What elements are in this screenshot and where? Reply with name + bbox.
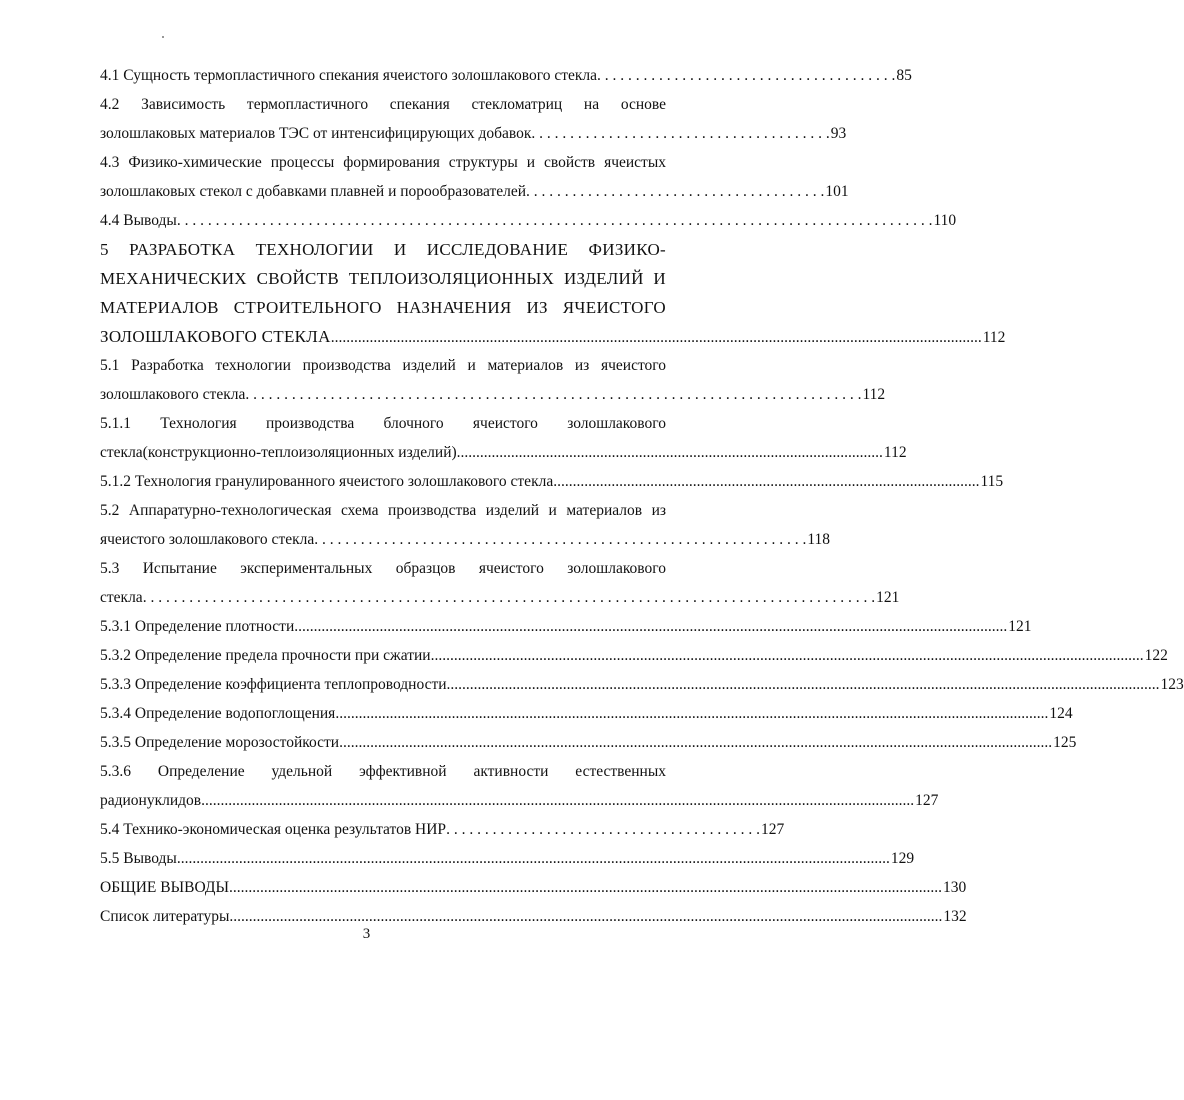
toc-entry-4-3-cont: золошлаковых стекол с добавками плавней и порообразователей . . . . . . . . . . . . . . . . . . . . . . . . . . . . . . . . . . . . . . . 101 xyxy=(100,183,849,200)
page-number: 3 xyxy=(362,926,371,942)
toc-entry-5-3-1: 5.3.1 Определение плотности ........................................................................................................................................................................................ 121 xyxy=(100,618,1032,635)
toc-entry-5-1-1-cont: стекла(конструкционно-теплоизоляционных изделий) .............................................................................................................. 112 xyxy=(100,444,907,461)
toc-entry-5-1: 5.1 Разработка технологии производства изделий и материалов из ячеистого xyxy=(100,357,666,374)
toc-entry-5-3-3: 5.3.3 Определение коэффициента теплопроводности ........................................................................................................................................................................................ 123 xyxy=(100,676,1184,693)
toc-entry-5-3-5: 5.3.5 Определение морозостойкости ........................................................................................................................................................................................ 125 xyxy=(100,734,1077,751)
table-of-contents xyxy=(100,61,1184,931)
toc-entry-5-3-2: 5.3.2 Определение предела прочности при сжатии ........................................................................................................................................................................................ 122 xyxy=(100,647,1168,664)
toc-entry-5-1-1: 5.1.1 Технология производства блочного ячеистого золошлакового xyxy=(100,415,666,432)
toc-entry-5-1-cont: золошлакового стекла . . . . . . . . . . . . . . . . . . . . . . . . . . . . . . . . . . . . . . . . . . . . . . . . . . . . . . . . . . . . . . . . . . . . . . . . . . . . . . . . 112 xyxy=(100,386,886,403)
toc-entry-5-1-2: 5.1.2 Технология гранулированного ячеистого золошлакового стекла .............................................................................................................. 115 xyxy=(100,473,1004,490)
toc-entry-4-2: 4.2 Зависимость термопластичного спекания стекломатриц на основе xyxy=(100,96,666,113)
toc-entry-general-conclusions: ОБЩИЕ ВЫВОДЫ ........................................................................................................................................................................................ 130 xyxy=(100,879,967,896)
toc-entry-5-2-cont: ячеистого золошлакового стекла . . . . . . . . . . . . . . . . . . . . . . . . . . . . . . . . . . . . . . . . . . . . . . . . . . . . . . . . . . . . . . . . 118 xyxy=(100,531,831,548)
toc-entry-5-3-cont: стекла . . . . . . . . . . . . . . . . . . . . . . . . . . . . . . . . . . . . . . . . . . . . . . . . . . . . . . . . . . . . . . . . . . . . . . . . . . . . . . . . . . . . . . . . . . . . . . . 121 xyxy=(100,589,900,606)
toc-entry-5-5: 5.5 Выводы ........................................................................................................................................................................................ 129 xyxy=(100,850,915,867)
toc-entry-5-line3: МАТЕРИАЛОВ СТРОИТЕЛЬНОГО НАЗНАЧЕНИЯ ИЗ ЯЧЕИСТОГО xyxy=(100,298,666,317)
toc-entry-5-3-6-cont: радионуклидов ........................................................................................................................................................................................ 127 xyxy=(100,792,939,809)
toc-entry-5: 5 РАЗРАБОТКА ТЕХНОЛОГИИ И ИССЛЕДОВАНИЕ ФИЗИКО- xyxy=(100,240,666,259)
toc-entry-5-3: 5.3 Испытание экспериментальных образцов ячеистого золошлакового xyxy=(100,560,666,577)
scan-speck xyxy=(162,36,164,38)
toc-entry-5-cont: ЗОЛОШЛАКОВОГО СТЕКЛА ........................................................................................................................................................................ 112 xyxy=(100,327,1006,346)
toc-entry-4-3: 4.3 Физико-химические процессы формирования структуры и свойств ячеистых xyxy=(100,154,666,171)
toc-entry-4-4: 4.4 Выводы . . . . . . . . . . . . . . . . . . . . . . . . . . . . . . . . . . . . . . . . . . . . . . . . . . . . . . . . . . . . . . . . . . . . . . . . . . . . . . . . . . . . . . . . . . . . . . . . . . 110 xyxy=(100,212,957,229)
toc-entry-4-1: 4.1 Сущность термопластичного спекания ячеистого золошлакового стекла . . . . . . . . . . . . . . . . . . . . . . . . . . . . . . . . . . . . . . . 85 xyxy=(100,67,912,84)
toc-entry-5-3-4: 5.3.4 Определение водопоглощения ........................................................................................................................................................................................ 124 xyxy=(100,705,1073,722)
toc-entry-5-4: 5.4 Технико-экономическая оценка результатов НИР . . . . . . . . . . . . . . . . . . . . . . . . . . . . . . . . . . . . . . . . . 127 xyxy=(100,821,785,838)
toc-entry-references: Список литературы ........................................................................................................................................................................................ 132 xyxy=(100,908,967,925)
toc-entry-4-2-cont: золошлаковых материалов ТЭС от интенсифицирующих добавок . . . . . . . . . . . . . . . . . . . . . . . . . . . . . . . . . . . . . . . 93 xyxy=(100,125,847,142)
toc-entry-5-3-6: 5.3.6 Определение удельной эффективной активности естественных xyxy=(100,763,666,780)
toc-entry-5-line2: МЕХАНИЧЕСКИХ СВОЙСТВ ТЕПЛОИЗОЛЯЦИОННЫХ ИЗДЕЛИЙ И xyxy=(100,269,666,288)
toc-entry-5-2: 5.2 Аппаратурно-технологическая схема производства изделий и материалов из xyxy=(100,502,666,519)
